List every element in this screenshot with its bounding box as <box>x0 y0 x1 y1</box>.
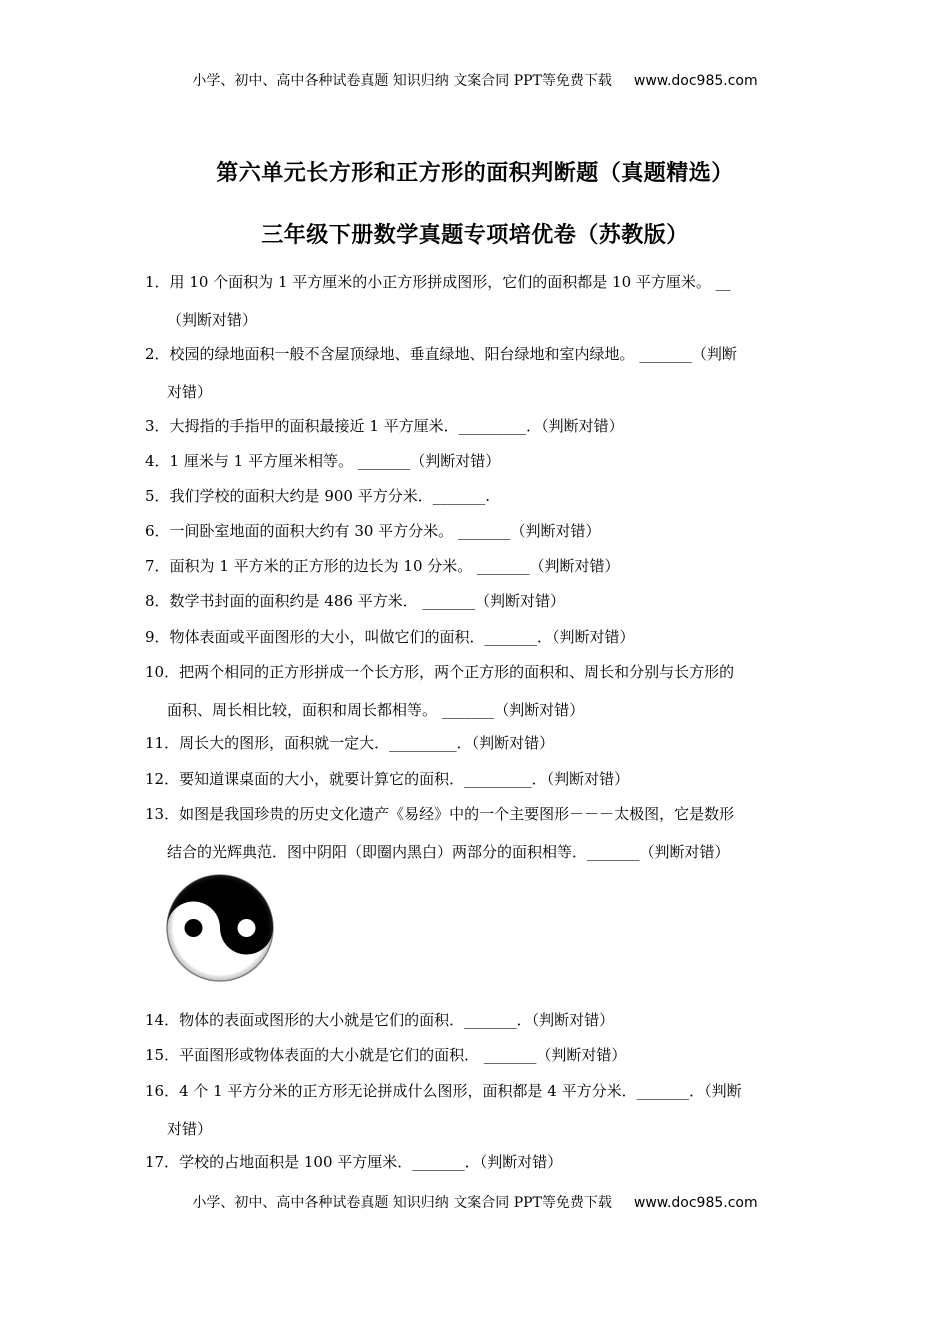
header-text: 小学、初中、高中各种试卷真题 知识归纳 文案合同 PPT等免费下载 <box>192 73 612 89</box>
page-header <box>0 70 950 90</box>
question-7 <box>145 555 810 577</box>
question-number: 15． <box>145 1046 180 1064</box>
page-footer <box>0 1192 950 1212</box>
question-text-cont: 对错） <box>167 1120 213 1138</box>
question-text: 我们学校的面积大约是 900 平方分米．_______. <box>169 487 490 505</box>
question-2 <box>145 335 810 411</box>
question-number: 14． <box>145 1011 180 1029</box>
taiji-shade <box>167 875 273 981</box>
question-text-cont: 对错） <box>167 383 213 401</box>
question-text: 要知道课桌面的大小，就要计算它的面积．_________．（判断对错） <box>179 770 630 788</box>
question-number: 5． <box>145 487 170 505</box>
question-10 <box>145 653 810 729</box>
question-17 <box>145 1151 810 1173</box>
question-3 <box>145 415 810 437</box>
question-number: 10． <box>145 663 180 681</box>
question-text-cont: （判断对错） <box>167 311 258 329</box>
question-text: 把两个相同的正方形拼成一个长方形，两个正方形的面积和、周长和分别与长方形的 <box>179 663 735 681</box>
footer-site[interactable]: www.doc985.com <box>633 1195 758 1211</box>
header-site[interactable]: www.doc985.com <box>633 73 758 89</box>
question-number: 7． <box>145 557 170 575</box>
question-number: 1． <box>145 273 170 291</box>
footer-text: 小学、初中、高中各种试卷真题 知识归纳 文案合同 PPT等免费下载 <box>192 1195 612 1211</box>
question-4 <box>145 450 810 472</box>
question-text: 学校的占地面积是 100 平方厘米．_______．（判断对错） <box>179 1153 563 1171</box>
question-text: 数学书封面的面积约是 486 平方米． _______（判断对错） <box>169 592 565 610</box>
question-number: 8． <box>145 592 170 610</box>
question-number: 16． <box>145 1082 180 1100</box>
question-8 <box>145 590 810 612</box>
question-text: 大拇指的手指甲的面积最接近 1 平方厘米．_________．（判断对错） <box>169 417 624 435</box>
question-text: 物体的表面或图形的大小就是它们的面积．_______．（判断对错） <box>179 1011 615 1029</box>
question-text: 平面图形或物体表面的大小就是它们的面积． _______（判断对错） <box>179 1046 627 1064</box>
question-number: 12． <box>145 770 180 788</box>
question-14 <box>145 1009 810 1031</box>
question-text: 物体表面或平面图形的大小，叫做它们的面积．_______．（判断对错） <box>169 628 635 646</box>
question-number: 13． <box>145 805 180 823</box>
question-text: 面积为 1 平方米的正方形的边长为 10 分米。 _______（判断对错） <box>169 557 620 575</box>
question-number: 11． <box>145 734 180 752</box>
question-5 <box>145 485 810 507</box>
question-number: 9． <box>145 628 170 646</box>
question-text: 4 个 1 平方分米的正方形无论拼成什么图形，面积都是 4 平方分米．_______．（判断 <box>179 1082 742 1100</box>
question-number: 2． <box>145 345 170 363</box>
question-12 <box>145 768 810 790</box>
question-1 <box>145 263 810 339</box>
question-number: 6． <box>145 522 170 540</box>
question-text: 一间卧室地面的面积大约有 30 平方分米。 _______（判断对错） <box>169 522 601 540</box>
question-9 <box>145 626 810 648</box>
question-text: 周长大的图形，面积就一定大．_________．（判断对错） <box>179 734 555 752</box>
question-text-cont: 结合的光辉典范．图中阴阳（即圈内黑白）两部分的面积相等．_______（判断对错） <box>167 843 730 861</box>
question-text: 如图是我国珍贵的历史文化遗产《易经》中的一个主要图形－－－太极图，它是数形 <box>179 805 735 823</box>
question-number: 4． <box>145 452 170 470</box>
question-text: 用 10 个面积为 1 平方厘米的小正方形拼成图形，它们的面积都是 10 平方厘米。 __ <box>169 273 731 291</box>
question-16 <box>145 1072 810 1148</box>
question-number: 3． <box>145 417 170 435</box>
page-title: 第六单元长方形和正方形的面积判断题（真题精选） <box>216 160 734 186</box>
question-13 <box>145 795 810 871</box>
question-6 <box>145 520 810 542</box>
question-text: 校园的绿地面积一般不含屋顶绿地、垂直绿地、阳台绿地和室内绿地。 _______（判断 <box>169 345 737 363</box>
question-11 <box>145 732 810 754</box>
question-text-cont: 面积、周长相比较，面积和周长都相等。 _______（判断对错） <box>167 701 585 719</box>
taiji-yin-yang-icon <box>165 873 275 983</box>
page-subtitle: 三年级下册数学真题专项培优卷（苏教版） <box>261 222 689 248</box>
question-text: 1 厘米与 1 平方厘米相等。 _______（判断对错） <box>169 452 501 470</box>
question-number: 17． <box>145 1153 180 1171</box>
question-15 <box>145 1044 810 1066</box>
